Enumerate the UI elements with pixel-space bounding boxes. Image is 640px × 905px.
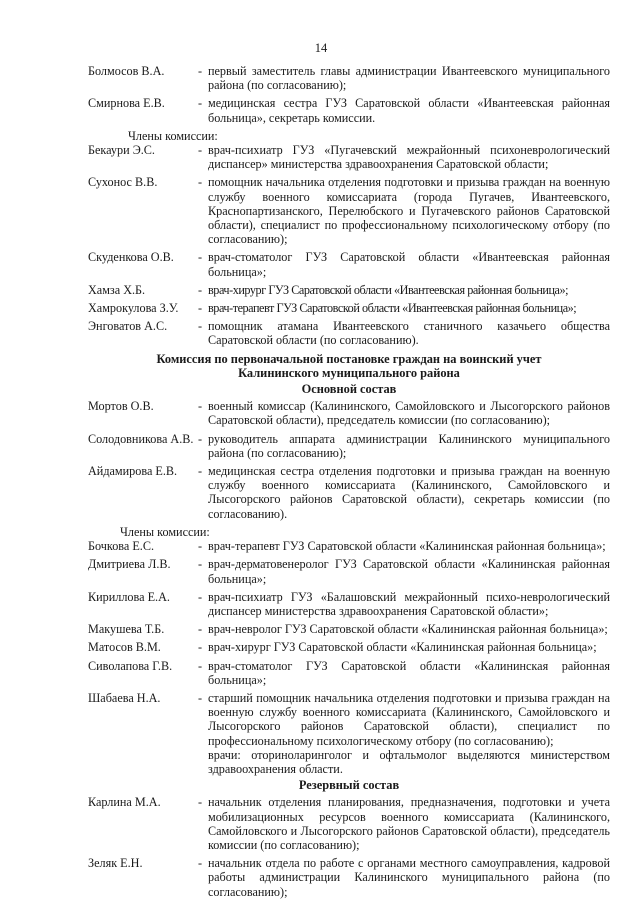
member-row (88, 175, 610, 246)
dash: - (198, 557, 203, 572)
dash: - (198, 431, 203, 446)
member-description: начальник отдела по работе с органами местного самоуправления, кадровой работы администрации Калининского муниципального района (по согласованию); (208, 856, 610, 899)
dash: - (198, 795, 203, 810)
member-description: помощник начальника отделения подготовки и призыва граждан на военную службу военного комиссариата (города Пугачев, Ивантеевского, Краснопартизанского, Перелюбского и Пугачевского районов Саратовской области), специалист по профессиональному психологическому отбору (по согласованию); (208, 175, 610, 247)
doctors-note: врачи: оториноларинголог и офтальмолог выделяются министерством здравоохранения области. (208, 747, 610, 776)
member-row (88, 143, 610, 171)
member-row (88, 432, 610, 460)
member-row (88, 250, 610, 278)
member-row (88, 399, 610, 427)
member-description: врач-дерматовенеролог ГУЗ Саратовской области «Калининская районная больница»; (208, 557, 610, 586)
member-description: руководитель аппарата администрации Калининского муниципального района (по согласованию); (208, 431, 610, 460)
member-description: врач-стоматолог ГУЗ Саратовской области «Калининская районная больница»; (208, 658, 610, 687)
member-description: помощник атамана Ивантеевского станичного казачьего общества Саратовской области (по согласованию). (208, 319, 610, 348)
member-name: Хамза Х.Б. (88, 282, 146, 297)
member-row (88, 283, 610, 297)
member-description: военный комиссар (Калининского, Самойловского и Лысогорского районов Саратовской области), председатель комиссии (по согласованию); (208, 399, 610, 428)
member-description: врач-хирург ГУЗ Саратовской области «Ивантеевская районная больница»; (208, 282, 569, 297)
page-number: 14 (314, 41, 328, 55)
member-name: Сухонос В.В. (88, 175, 158, 190)
member-description: врач-психиатр ГУЗ «Пугачевский межрайонный психоневрологический диспансер» министерства здравоохранения Саратовской области; (208, 143, 610, 172)
member-name: Энговатов А.С. (88, 319, 168, 334)
main-composition-heading: Основной состав (301, 382, 397, 397)
dash: - (198, 301, 203, 316)
member-description: врач-психиатр ГУЗ «Балашовский межрайонный психо-неврологический диспансер министерства здравоохранения Саратовской области»; (208, 589, 610, 618)
member-description: первый заместитель главы администрации Ивантеевского муниципального района (по согласованию); (208, 64, 610, 93)
member-name: Кириллова Е.А. (88, 589, 170, 604)
dash: - (198, 282, 203, 297)
member-description: врач-терапевт ГУЗ Саратовской области «Калининская районная больница»; (208, 539, 606, 554)
member-row (88, 557, 610, 585)
dash: - (198, 250, 203, 265)
member-name: Макушева Т.Б. (88, 622, 165, 637)
member-description: начальник отделения планирования, предназначения, подготовки и учета мобилизационных ресурсов военного комиссариата (Калининского, Самойловского и Лысогорского районов Саратовской области), председатель комиссии (по согласованию); (208, 795, 610, 852)
member-name: Матосов В.М. (88, 640, 161, 655)
member-name: Хамрокулова З.У. (88, 301, 179, 316)
member-description: медицинская сестра отделения подготовки и призыва граждан на военную службу военного комиссариата (Калининского, Самойловского и Лысогорского районов Саратовской области), секретарь комиссии (по согласованию). (208, 464, 610, 521)
commission-heading: Комиссия по первоначальной постановке граждан на воинский учет (156, 351, 542, 366)
member-name: Айдамирова Е.В. (88, 464, 178, 479)
dash: - (198, 464, 203, 479)
member-name: Смирнова Е.В. (88, 96, 165, 111)
dash: - (198, 143, 203, 158)
member-row (88, 640, 610, 654)
member-row (88, 301, 610, 315)
member-row (88, 795, 610, 852)
member-description: врач-хирург ГУЗ Саратовской области «Калининская районная больница»; (208, 640, 597, 655)
member-description: врач-невролог ГУЗ Саратовской области «Калининская районная больница»; (208, 622, 608, 637)
dash: - (198, 856, 203, 871)
commission-heading-district: Калининского муниципального района (238, 365, 460, 380)
members-label: Члены комиссии: (120, 524, 210, 539)
member-name: Скуденкова О.В. (88, 250, 174, 265)
dash: - (198, 539, 203, 554)
member-row (88, 319, 610, 347)
member-name: Мортов О.В. (88, 399, 154, 414)
member-row (88, 464, 610, 521)
member-name: Сиволапова Г.В. (88, 658, 173, 673)
member-row (88, 659, 610, 687)
dash: - (198, 589, 203, 604)
page-content (88, 64, 610, 903)
member-name: Зеляк Е.Н. (88, 856, 143, 871)
member-row (88, 539, 610, 553)
member-row (88, 691, 610, 748)
dash: - (198, 658, 203, 673)
member-row (88, 64, 610, 92)
member-name: Солодовникова А.В. (88, 431, 194, 446)
dash: - (198, 622, 203, 637)
member-description: старший помощник начальника отделения подготовки и призыва граждан на военную службу военного комиссариата (Калининского, Самойловского и Лысогорского районов Саратовской области), специалист по профессиональному психологическому отбору (по согласованию); (208, 690, 610, 748)
reserve-composition-heading: Резервный состав (298, 778, 400, 793)
member-name: Карлина М.А. (88, 795, 161, 810)
dash: - (198, 319, 203, 334)
member-row (88, 96, 610, 124)
member-row (88, 590, 610, 618)
member-row (88, 622, 610, 636)
member-name: Бочкова Е.С. (88, 539, 155, 554)
dash: - (198, 690, 203, 705)
dash: - (198, 175, 203, 190)
member-name: Дмитриева Л.В. (88, 557, 171, 572)
member-description: врач-терапевт ГУЗ Саратовской области «Ивантеевская районная больница»; (208, 301, 577, 316)
dash: - (198, 640, 203, 655)
members-label: Члены комиссии: (128, 128, 218, 143)
member-description: медицинская сестра ГУЗ Саратовской области «Ивантеевская районная больница», секретарь комиссии. (208, 96, 610, 125)
dash: - (198, 64, 203, 78)
member-row (88, 856, 610, 899)
member-name: Бекаури Э.С. (88, 143, 155, 158)
dash: - (198, 399, 203, 414)
member-name: Болмосов В.А. (88, 64, 165, 78)
dash: - (198, 96, 203, 111)
member-description: врач-стоматолог ГУЗ Саратовской области «Ивантеевская районная больница»; (208, 250, 610, 279)
member-name: Шабаева Н.А. (88, 690, 161, 705)
